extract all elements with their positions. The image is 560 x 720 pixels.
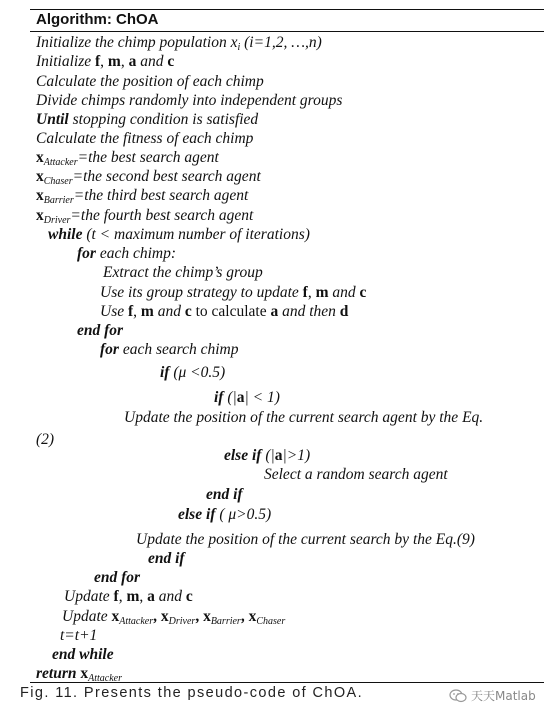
- code-line-19: if (|a| < 1): [214, 389, 280, 406]
- watermark: [449, 687, 536, 704]
- code-line-2: Initialize f, m, a and c: [36, 53, 175, 70]
- code-line-33: return $x_{Attacker}$: [36, 665, 122, 684]
- code-line-1: Initialize the chimp population $x_i$ (i=1,2, …,n): [36, 34, 322, 53]
- code-line-23: Select a random search agent: [264, 466, 448, 483]
- wechat-icon: [449, 689, 467, 703]
- code-line-21: (2): [36, 431, 55, 448]
- code-line-17: for each search chimp: [100, 341, 239, 358]
- code-line-30: Update $x_{Attacker}$, $x_{Driver}$, $x_{Barrier}$, $x_{Chaser}$: [62, 608, 286, 627]
- code-line-11: while (t < maximum number of iterations): [48, 226, 310, 243]
- code-line-10: $x_{Driver}=the$ fourth best search agent: [36, 207, 254, 226]
- code-line-14: Use its group strategy to update f, m and c: [100, 284, 367, 301]
- code-line-25: else if ( μ>0.5): [178, 506, 272, 523]
- code-line-29: Update f, m, a and c: [64, 588, 193, 605]
- title-rule: [30, 31, 544, 32]
- code-line-5: Until stopping condition is satisfied: [36, 111, 259, 128]
- algorithm-title: Algorithm: ChOA: [36, 11, 159, 28]
- code-line-20: Update the position of the current search agent by the Eq.: [124, 409, 484, 426]
- top-rule: [30, 9, 544, 10]
- code-line-28: end for: [94, 569, 141, 586]
- code-line-26: Update the position of the current search by the Eq.(9): [136, 531, 475, 548]
- code-line-12: for each chimp:: [77, 245, 177, 262]
- code-line-6: Calculate the fitness of each chimp: [36, 130, 254, 147]
- code-line-9: $x_{Barrier}=the$ third best search agent: [36, 187, 249, 206]
- code-line-16: end for: [77, 322, 124, 339]
- code-line-31: t=t+1: [60, 627, 98, 644]
- code-line-18: if (μ <0.5): [160, 364, 226, 381]
- code-line-3: Calculate the position of each chimp: [36, 73, 264, 90]
- code-line-4: Divide chimps randomly into independent groups: [36, 92, 343, 109]
- code-line-24: end if: [206, 486, 243, 503]
- code-line-13: Extract the chimp’s group: [103, 264, 263, 281]
- code-line-27: end if: [148, 550, 185, 567]
- code-line-32: end while: [52, 646, 114, 663]
- code-line-7: $x_{Attacker}=the$ best search agent: [36, 149, 219, 168]
- code-line-15: Use f, m and c to calculate a and then d: [100, 303, 349, 320]
- code-line-22: else if (|a|>1): [224, 447, 311, 464]
- watermark-text: 天天Matlab: [471, 689, 536, 703]
- figure-caption: Fig. 11. Presents the pseudo-code of ChOA.: [20, 685, 364, 701]
- code-line-8: $x_{Chaser}=the$ second best search agent: [36, 168, 261, 187]
